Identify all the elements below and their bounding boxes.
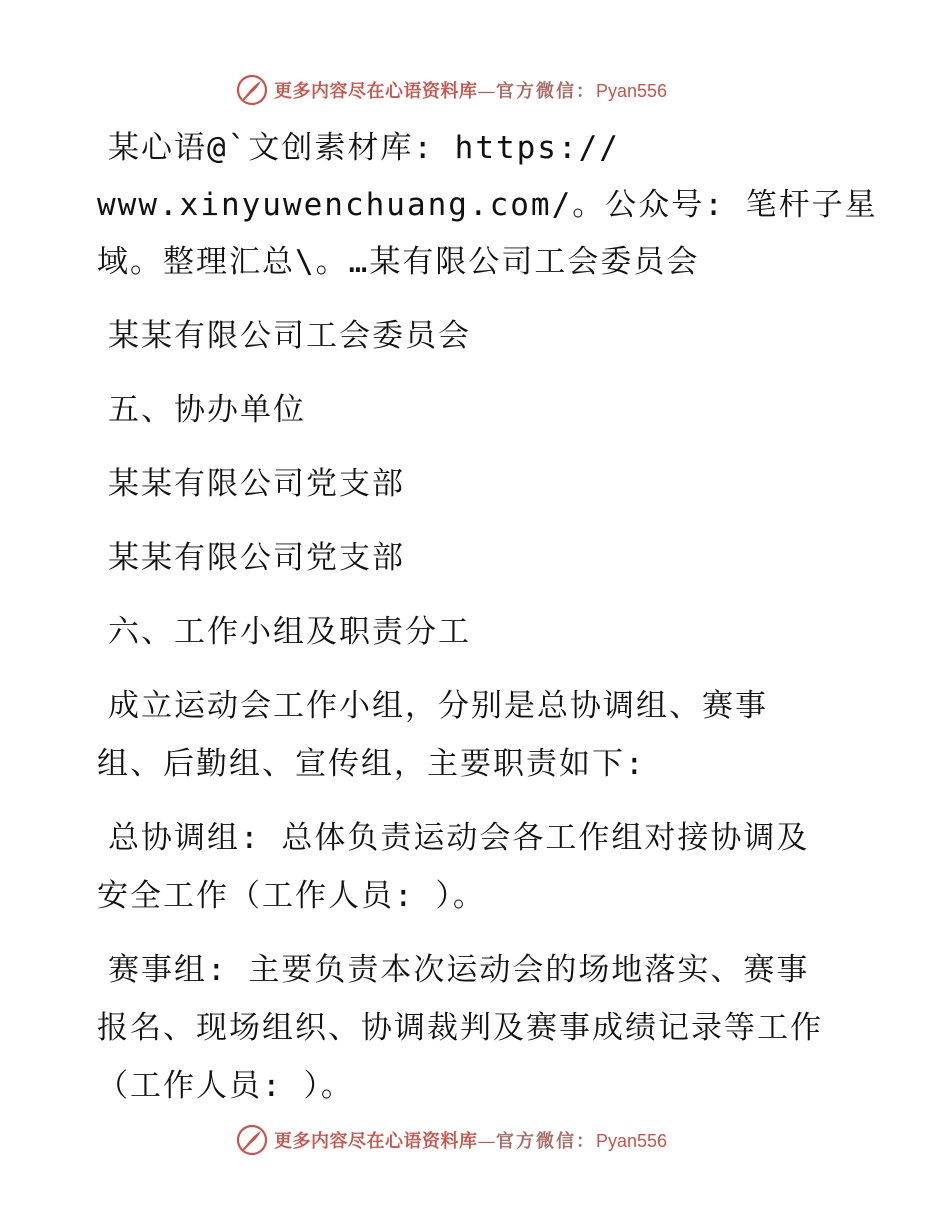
banner-text [274,77,667,103]
section-heading: 五、协办单位 [108,392,306,428]
banner-wechat-id: Pyan556 [596,1131,668,1151]
text-line: www.xinyuwenchuang.com/。公众号: 笔杆子星 [97,187,878,223]
banner-wechat-label: 官方微信： [496,81,596,102]
text-line: （工作人员: ）。 [97,1068,354,1104]
text-line: 安全工作（工作人员: ）。 [97,878,486,914]
quill-pen-logo-icon [236,1124,268,1156]
text-line: 某某有限公司工会委员会 [108,318,471,354]
text-line: 某某有限公司党支部 [108,540,405,576]
footer-banner [236,1122,667,1158]
section-heading: 六、工作小组及职责分工 [108,614,471,650]
banner-wechat-id: Pyan556 [596,81,668,101]
banner-main-text: 更多内容尽在心语资料库 [274,1131,478,1152]
quill-pen-logo-icon [236,74,268,106]
text-line: 总协调组: 总体负责运动会各工作组对接协调及 [108,820,810,856]
banner-dash: — [477,81,496,102]
text-line: 成立运动会工作小组，分别是总协调组、赛事 [108,688,768,724]
banner-text [274,1127,667,1153]
text-line: 某某有限公司党支部 [108,466,405,502]
banner-wechat-label: 官方微信： [496,1131,596,1152]
header-banner [236,72,667,108]
text-line: 组、后勤组、宣传组，主要职责如下: [97,746,646,782]
text-line: 赛事组: 主要负责本次运动会的场地落实、赛事 [108,952,810,988]
banner-main-text: 更多内容尽在心语资料库 [274,81,478,102]
text-line: 域。整理汇总\。…某有限公司工会委员会 [97,244,700,280]
text-line: 报名、现场组织、协调裁判及赛事成绩记录等工作 [97,1010,823,1046]
banner-dash: — [477,1131,496,1152]
text-line: 某心语@`文创素材库: https:// [108,130,620,166]
